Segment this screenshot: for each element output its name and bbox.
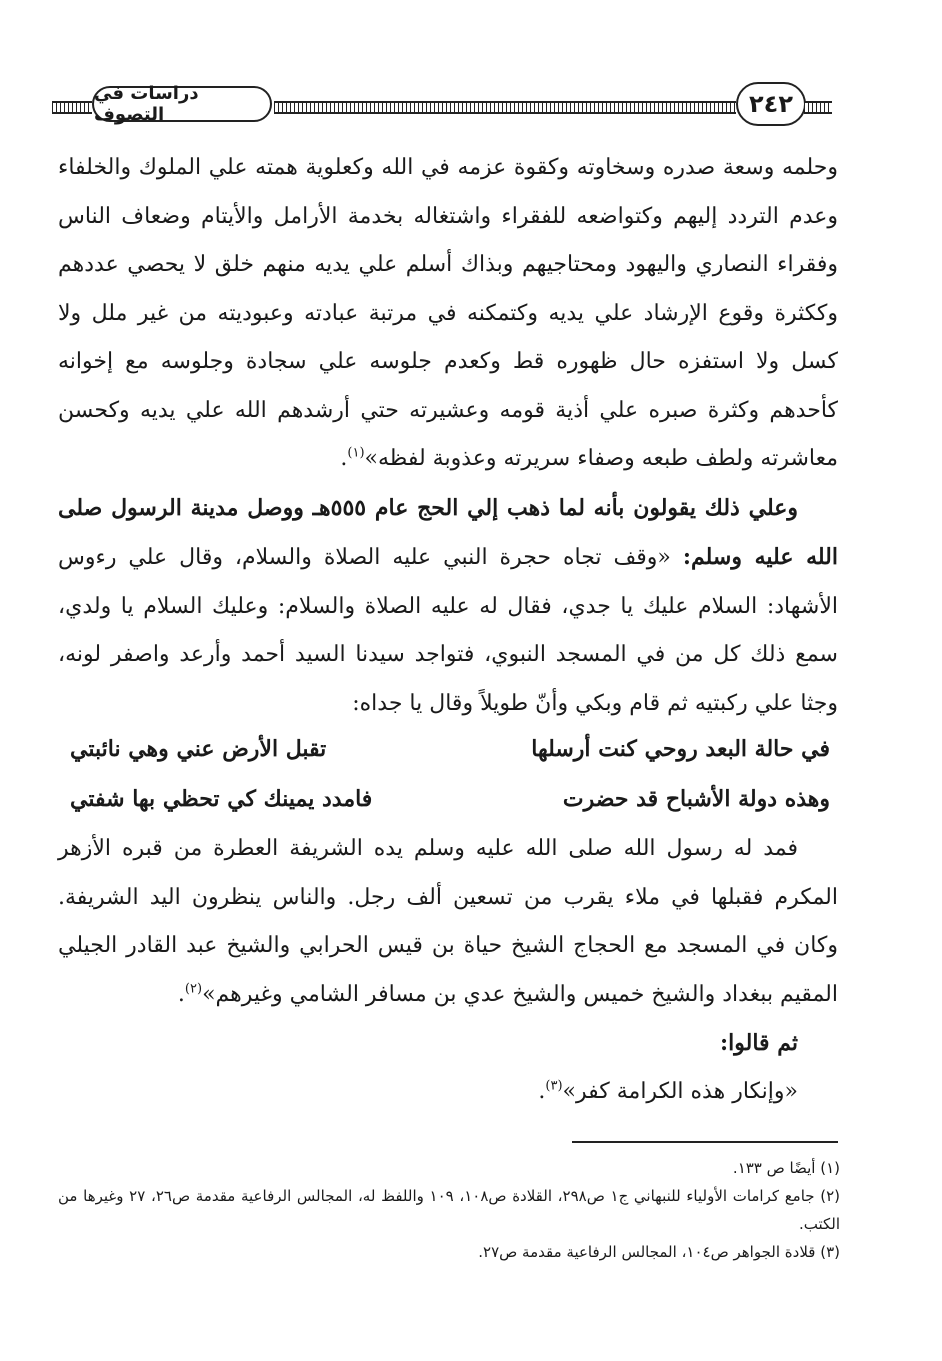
paragraph-3: فمد له رسول الله صلى الله عليه وسلم يده الشريفة العطرة من قبره الأزهر المكرم فقبلها في ملاء يقرب من تسعين ألف رجل. والناس ينظرون اليد الشريفة. وكان في المسجد مع الحجاج الشيخ حياة بن قيس الحرابي والشيخ عبد القادر الجيلي المقيم ببغداد والشيخ خميس والشيخ عدي بن مسافر الشامي وغيرهم»$^{(٢)}$. (58, 836, 838, 1007)
footnote-3: (٣) قلادة الجواهر ص١٠٤، المجالس الرفاعية مقدمة ص٢٧. (478, 1243, 840, 1261)
main-text (58, 144, 838, 728)
paragraph-1-text: وحلمه وسعة صدره وسخاوته وكقوة عزمه في الله وكعلوية همته علي الملوك والخلفاء وعدم التردد إليهم وكتواضعه للفقراء واشتغاله بخدمة الأرامل والأيتام وضعاف الناس وفقراء النصاري واليهود ومحتاجيهم وبذاك أسلم علي يديه منهم خلق لا يحصي عددهم وككثرة وقوع الإرشاد علي يديه وكتمكنه في مرتبة عبادته وعبوديته من غير ملل ولا كسل ولا استفزه حال ظهوره قط وكعدم جلوسه علي سجادة وجلوسه مع إخوانه كأحدهم وكثرة صبره علي أذية قومه وعشيرته حتي أرشدهم الله علي يديه وكحسن معاشرته ولطف طبعه وصفاء سريرته وعذوبة لفظه» (58, 155, 839, 471)
poem-line-2-first: وهذه دولة الأشباح قد حضرت (562, 786, 830, 812)
paragraph-2 (58, 484, 838, 729)
poem (70, 724, 830, 824)
poem-line-2-second: فامدد يمينك كي تحظي بها شفتي (70, 786, 373, 812)
page-header (52, 82, 832, 128)
poem-line-1 (70, 724, 830, 774)
paragraph-5: «وإنكار هذه الكرامة كفر»$^{(٣)}$. (538, 1078, 798, 1104)
paragraph-1: وحلمه وسعة صدره وسخاوته وكقوة عزمه في الله وكعلوية همته علي الملوك والخلفاء وعدم التردد إليهم وكتواضعه للفقراء واشتغاله بخدمة الأرامل والأيتام وضعاف الناس وفقراء النصاري واليهود ومحتاجيهم وبذاك أسلم علي يديه منهم خلق لا يحصي عددهم وككثرة وقوع الإرشاد علي يديه وكتمكنه في مرتبة عبادته وعبوديته من غير ملل ولا كسل ولا استفزه حال ظهوره قط وكعدم جلوسه علي سجادة وجلوسه مع إخوانه كأحدهم وكثرة صبره علي أذية قومه وعشيرته حتي أرشدهم الله علي يديه وكحسن معاشرته ولطف طبعه وصفاء سريرته وعذوبة لفظه»$^{(١)}$. (58, 155, 839, 471)
header-ornament-left (52, 101, 92, 114)
header-ornament-right (804, 101, 832, 114)
book-title: دراسات في التصوف (92, 86, 272, 122)
poem-line-2 (70, 774, 830, 824)
footnote-ref-3: (٣) (545, 1078, 563, 1094)
footnotes (58, 1154, 840, 1266)
footnote-ref-2: (٢) (184, 981, 203, 997)
poem-line-1-second: تقبل الأرض عني وهي نائبتي (70, 736, 327, 762)
main-text-continued (58, 825, 838, 1116)
footnote-2: (٢) جامع كرامات الأولياء للنبهاني ج١ ص٢٩٨، القلادة ص١٠٨، ١٠٩ واللفظ له، المجالس الرفاعية مقدمة ص٢٦، ٢٧ وغيرها من الكتب. (58, 1187, 840, 1233)
paragraph-4: ثم قالوا: (720, 1030, 798, 1056)
header-ornament-middle (274, 101, 736, 114)
footnote-ref-1: (١) (347, 445, 365, 461)
paragraph-5-text: «وإنكار هذه الكرامة كفر» (562, 1078, 798, 1104)
footnote-1: (١) أيضًا ص ١٣٣. (732, 1159, 840, 1177)
page-number: ٢٤٢ (736, 82, 806, 126)
footnote-separator (572, 1141, 838, 1143)
paragraph-2-bold: وعلي ذلك يقولون بأنه لما ذهب إلي الحج عام ٥٥٥هـ ووصل مدينة الرسول صلى الله عليه وسلم: (58, 494, 838, 570)
paragraph-3-text: فمد له رسول الله صلى الله عليه وسلم يده الشريفة العطرة من قبره الأزهر المكرم فقبلها في ملاء يقرب من تسعين ألف رجل. والناس ينظرون اليد الشريفة. وكان في المسجد مع الحجاج الشيخ حياة بن قيس الحرابي والشيخ عبد القادر الجيلي المقيم ببغداد والشيخ خميس والشيخ عدي بن مسافر الشامي وغيرهم» (58, 836, 838, 1007)
poem-line-1-first: في حالة البعد روحي كنت أرسلها (531, 736, 830, 762)
paragraph-2-text: «وقف تجاه حجرة النبي عليه الصلاة والسلام، وقال علي رءوس الأشهاد: السلام عليك يا جدي، فقال له عليه الصلاة والسلام: وعليك السلام يا ولدي، سمع ذلك كل من في المسجد النبوي، فتواجد سيدنا السيد أحمد وأرعد واصفر لونه، وجثا علي ركبتيه ثم قام وبكي وأنّ طويلاً وقال يا جداه: (58, 545, 838, 716)
